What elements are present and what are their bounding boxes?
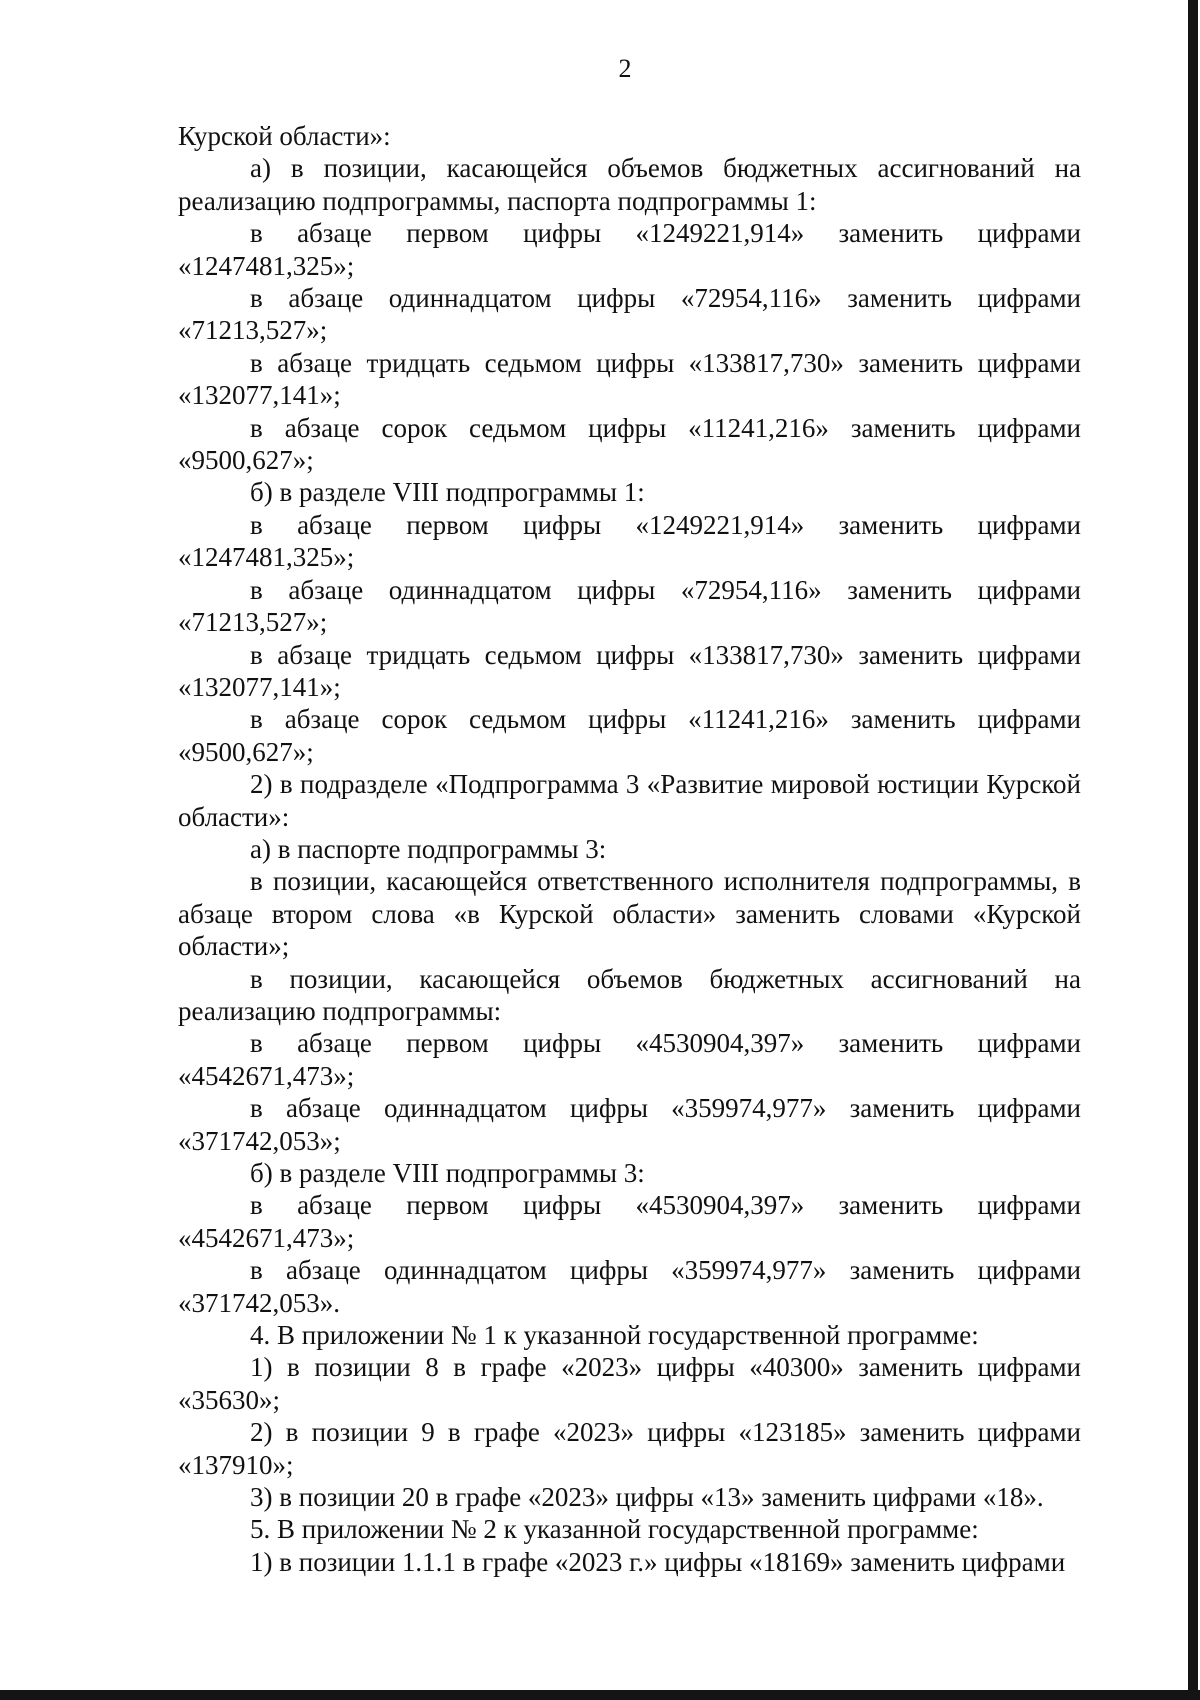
paragraph: 5. В приложении № 2 к указанной государственной программе: [250,1514,979,1545]
scan-edge-bottom [0,1690,1200,1700]
scan-edge-right [1188,0,1198,1700]
paragraph: в абзаце одиннадцатом цифры «359974,977» заменить цифрами «371742,053»; [178,1093,1081,1156]
paragraph: в позиции, касающейся объемов бюджетных ассигнований на реализацию подпрограммы: [178,963,1081,1026]
paragraph: в абзаце тридцать седьмом цифры «133817,730» заменить цифрами «132077,141»; [178,639,1081,702]
paragraph: в абзаце одиннадцатом цифры «72954,116» заменить цифрами «71213,527»; [178,283,1081,346]
paragraph: в абзаце сорок седьмом цифры «11241,216» заменить цифрами «9500,627»; [178,704,1081,767]
document-body [178,120,1081,1578]
paragraph: в абзаце первом цифры «1249221,914» заменить цифрами «1247481,325»; [178,509,1081,573]
paragraph: 2) в подразделе «Подпрограмма 3 «Развитие мировой юстиции Курской области»: [178,769,1081,832]
paragraph: в абзаце одиннадцатом цифры «72954,116» заменить цифрами «71213,527»; [178,574,1081,638]
paragraph: 1) в позиции 1.1.1 в графе «2023 г.» цифры «18169» заменить цифрами [250,1546,1066,1577]
paragraph: б) в разделе VIII подпрограммы 1: [250,477,645,508]
paragraph: в абзаце первом цифры «4530904,397» заменить цифрами «4542671,473»; [178,1028,1081,1091]
paragraph: в абзаце первом цифры «1249221,914» заменить цифрами «1247481,325»; [178,218,1081,281]
paragraph: 2) в позиции 9 в графе «2023» цифры «123185» заменить цифрами «137910»; [178,1417,1081,1480]
paragraph: 3) в позиции 20 в графе «2023» цифры «13» заменить цифрами «18». [250,1482,1044,1513]
paragraph: в позиции, касающейся ответственного исполнителя подпрограммы, в абзаце втором слова «в Курской области» заменить словами «Курской области»; [178,866,1081,962]
page-number: 2 [618,54,632,83]
paragraph: в абзаце сорок седьмом цифры «11241,216» заменить цифрами «9500,627»; [178,412,1081,476]
paragraph: Курской области»: [178,121,391,151]
paragraph: 4. В приложении № 1 к указанной государственной программе: [250,1320,979,1351]
paragraph: в абзаце одиннадцатом цифры «359974,977» заменить цифрами «371742,053». [178,1255,1081,1318]
paragraph: б) в разделе VIII подпрограммы 3: [250,1158,645,1188]
paragraph: а) в паспорте подпрограммы 3: [250,833,607,864]
paragraph: в абзаце тридцать седьмом цифры «133817,730» заменить цифрами «132077,141»; [178,347,1081,411]
paragraph: а) в позиции, касающейся объемов бюджетных ассигнований на реализацию подпрограммы, паспорта подпрограммы 1: [178,153,1081,216]
paragraph: 1) в позиции 8 в графе «2023» цифры «40300» заменить цифрами «35630»; [178,1352,1081,1415]
paragraph: в абзаце первом цифры «4530904,397» заменить цифрами «4542671,473»; [178,1190,1081,1253]
